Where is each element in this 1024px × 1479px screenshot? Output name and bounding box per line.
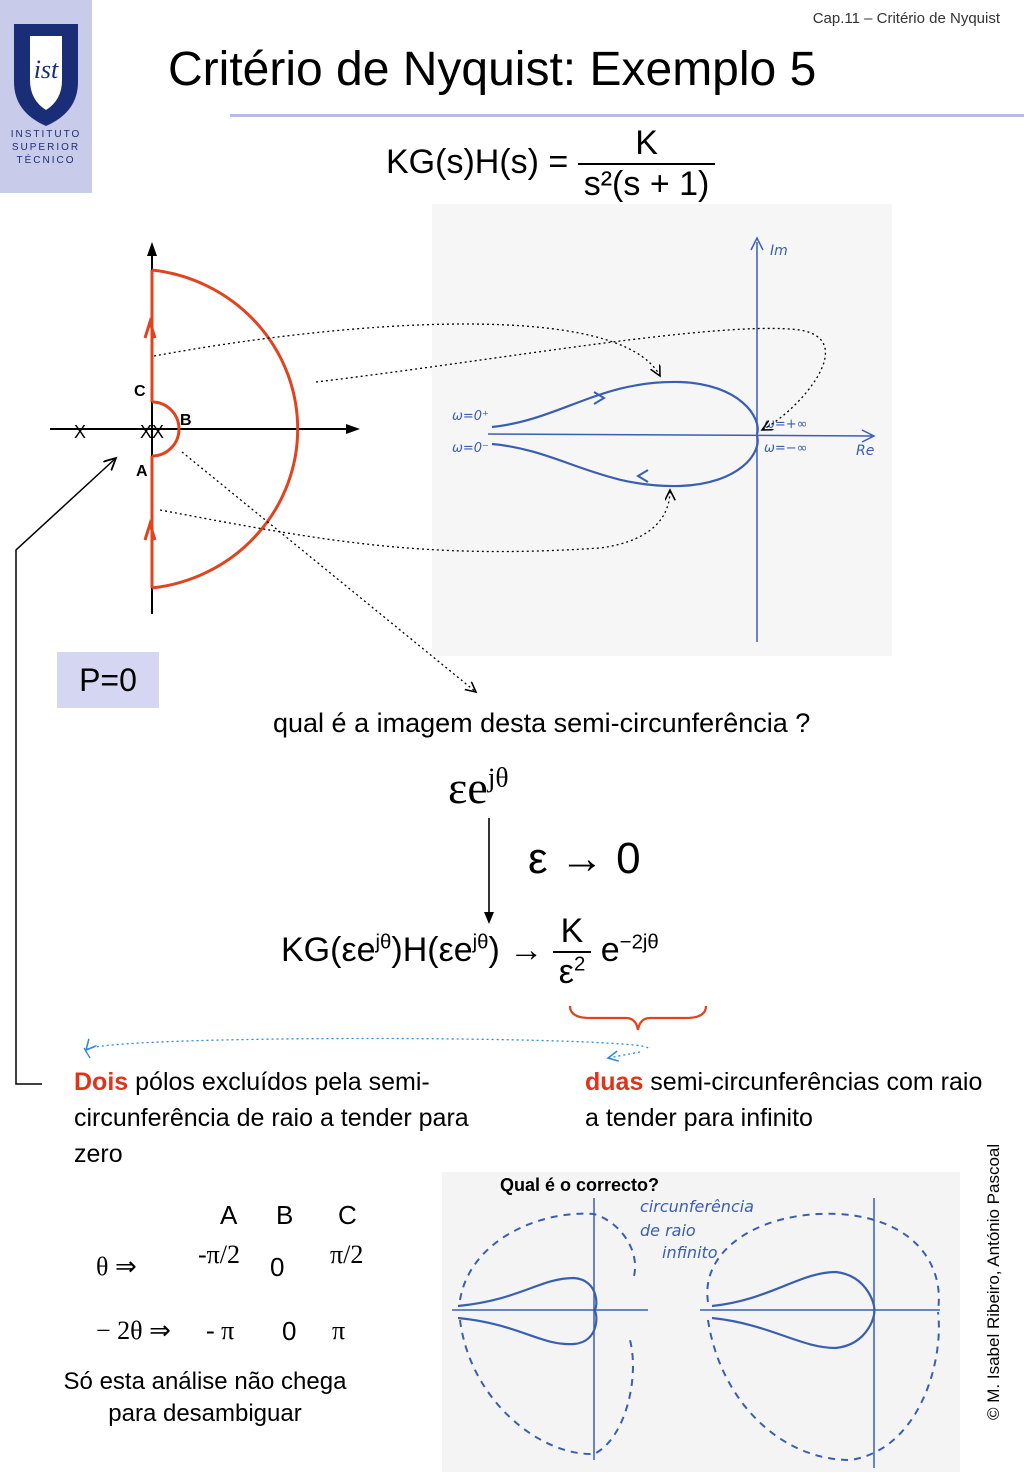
- kg-eps-result-base: e: [600, 930, 620, 969]
- eps-e-exp: jθ: [487, 761, 509, 793]
- row2-c: π: [332, 1316, 346, 1345]
- axis-re-label: Re: [856, 443, 875, 459]
- right-note-text: semi-circunferências com raio a tender para infinito: [585, 1068, 983, 1132]
- omega-0-minus-label: ω=0⁻: [452, 441, 489, 456]
- left-note: [74, 1064, 494, 1172]
- left-note-text: pólos excluídos pela semi-circunferência de raio a tender para zero: [74, 1068, 469, 1168]
- pole-pointer-line: [16, 458, 116, 1084]
- row1-b: 0: [270, 1252, 285, 1282]
- logo-line-2: SUPERIOR: [11, 142, 81, 153]
- pole-mark-2: XX: [140, 422, 165, 442]
- kg-eps-exp1: jθ: [375, 931, 392, 954]
- nyquist-plot: [432, 204, 892, 656]
- svg-text:ist: ist: [33, 55, 59, 84]
- annotation-line-3: infinito: [662, 1243, 718, 1262]
- eps-ejtheta: [448, 760, 509, 814]
- options-figure: [442, 1172, 960, 1472]
- red-brace: [570, 1006, 706, 1030]
- eps-limit: ε → 0: [528, 834, 641, 883]
- eps-e-base: εe: [448, 762, 488, 813]
- logo-line-1: INSTITUTO: [10, 129, 82, 140]
- left-note-highlight: Dois: [74, 1068, 129, 1096]
- table-header-a: A: [220, 1200, 238, 1230]
- row2-a: - π: [206, 1316, 235, 1345]
- page-title: Critério de Nyquist: Exemplo 5: [168, 43, 817, 96]
- row2-label: − 2θ ⇒: [96, 1316, 171, 1345]
- kg-eps-part1: KG(εe: [281, 930, 376, 969]
- blue-dotted-link: [86, 1039, 648, 1051]
- question-text: qual é a imagem desta semi-circunferência ?: [273, 708, 811, 738]
- logo-line-3: TÉCNICO: [16, 155, 76, 166]
- kg-eps-part2: )H(εe: [391, 930, 473, 969]
- kg-eps-exp2: jθ: [472, 931, 489, 954]
- point-b-label: B: [180, 412, 192, 429]
- tf-denominator: s²(s + 1): [583, 165, 710, 203]
- point-a-label: A: [136, 463, 148, 480]
- annotation-line-1: circunferência: [640, 1197, 754, 1216]
- s-plane: [50, 242, 360, 614]
- tf-numerator: K: [578, 124, 716, 165]
- omega-minus-inf-label: ω=−∞: [764, 441, 808, 456]
- kg-eps-part3: ) →: [488, 930, 544, 969]
- omega-plus-inf-label: ω=+∞: [764, 417, 808, 432]
- kg-eps-frac-num: K: [553, 912, 592, 953]
- right-note: [585, 1064, 995, 1136]
- kg-eps-frac-den: ε: [558, 953, 574, 991]
- chapter-label: Cap.11 – Critério de Nyquist: [812, 10, 1000, 27]
- point-c-label: C: [134, 383, 146, 400]
- right-note-highlight: duas: [585, 1068, 644, 1096]
- options-title: Qual é o correcto?: [500, 1175, 660, 1195]
- kg-eps-frac-den-exp: 2: [573, 953, 586, 976]
- tf-lhs: KG(s)H(s) =: [386, 142, 569, 181]
- row1-label: θ ⇒: [96, 1252, 137, 1281]
- kg-epsilon-expression: [281, 912, 659, 992]
- table-header-c: C: [338, 1200, 357, 1230]
- table-header-b: B: [276, 1200, 294, 1230]
- row2-b: 0: [282, 1316, 297, 1346]
- annotation-line-2: de raio: [640, 1221, 696, 1240]
- p-box: P=0: [57, 652, 159, 708]
- axis-im-label: Im: [770, 243, 788, 259]
- pole-mark-1: X: [74, 422, 87, 442]
- row1-a: -π/2: [198, 1240, 241, 1269]
- kg-eps-result-exp: −2jθ: [619, 931, 659, 954]
- conclusion-text: Só esta análise não chega para desambiguar: [63, 1368, 347, 1427]
- omega-0-plus-label: ω=0⁺: [452, 409, 489, 424]
- row1-c: π/2: [330, 1240, 364, 1269]
